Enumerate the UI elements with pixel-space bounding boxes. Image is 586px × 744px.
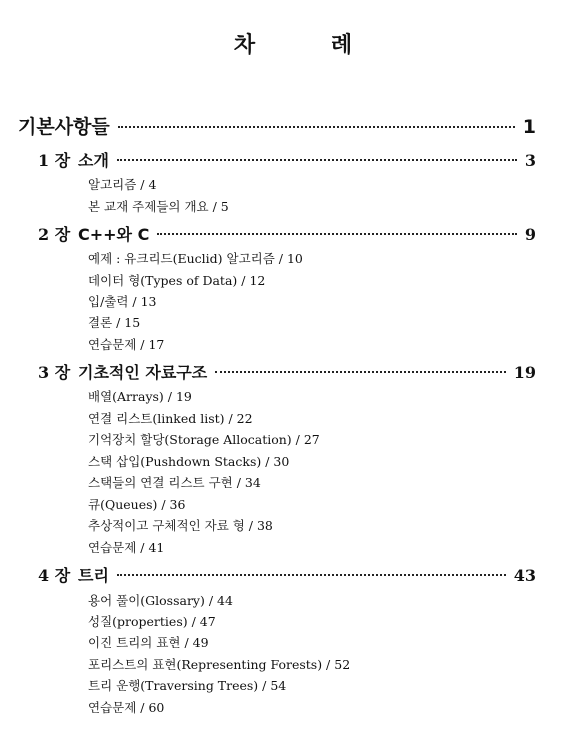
page-title: 차 례: [233, 33, 387, 58]
toc-section: 연결 리스트(linked list) / 22: [88, 411, 253, 426]
toc-section: 기억장치 할당(Storage Allocation) / 27: [88, 432, 320, 447]
chapter-number: 2 장: [38, 225, 71, 244]
toc-section: 예제 : 유크리드(Euclid) 알고리즘 / 10: [88, 251, 303, 266]
part-page: 1: [522, 116, 536, 138]
toc-section: 포리스트의 표현(Representing Forests) / 52: [88, 657, 351, 672]
toc-chapter-3: [38, 360, 536, 383]
dot-leader: [118, 126, 515, 128]
toc-section: 용어 풀이(Glossary) / 44: [88, 593, 233, 608]
toc-section: 트리 운행(Traversing Trees) / 54: [88, 678, 287, 693]
chapter-page: 19: [513, 363, 536, 382]
toc-section: 배열(Arrays) / 19: [88, 389, 192, 404]
toc-part-heading: [18, 112, 536, 139]
chapter-page: 43: [513, 566, 536, 585]
chapter-title: 기초적인 자료구조: [78, 363, 208, 382]
toc-section: 데이터 형(Types of Data) / 12: [88, 273, 266, 288]
toc-section: 연습문제 / 41: [88, 540, 165, 555]
toc-chapter-2: [38, 222, 536, 245]
toc-chapter-1: [38, 148, 536, 171]
chapter-number: 1 장: [38, 151, 71, 170]
chapter-number: 4 장: [38, 566, 71, 585]
toc-chapter-4: [38, 563, 536, 586]
chapter-title: 트리: [78, 566, 109, 585]
toc-section: 성질(properties) / 47: [88, 614, 216, 629]
chapter-title: C++와 C: [78, 225, 150, 244]
toc-section: 연습문제 / 17: [88, 337, 165, 352]
toc-section: 결론 / 15: [88, 315, 141, 330]
chapter-page: 9: [524, 225, 536, 244]
toc-section: 큐(Queues) / 36: [88, 497, 186, 512]
dot-leader: [117, 574, 506, 576]
chapter-number: 3 장: [38, 363, 71, 382]
toc-section: 연습문제 / 60: [88, 700, 165, 715]
toc-section: 추상적이고 구체적인 자료 형 / 38: [88, 518, 273, 533]
chapter-page: 3: [524, 151, 536, 170]
toc-section: 스택 삽입(Pushdown Stacks) / 30: [88, 454, 290, 469]
dot-leader: [215, 371, 506, 373]
toc-section: 본 교재 주제들의 개요 / 5: [88, 199, 229, 214]
toc-section: 이진 트리의 표현 / 49: [88, 635, 209, 650]
toc-section: 입/출력 / 13: [88, 294, 157, 309]
toc-section: 스택들의 연결 리스트 구현 / 34: [88, 475, 261, 490]
dot-leader: [157, 233, 517, 235]
dot-leader: [117, 159, 517, 161]
toc-section: 알고리즘 / 4: [88, 177, 157, 192]
part-title: 기본사항들: [18, 116, 110, 138]
chapter-title: 소개: [78, 151, 109, 170]
